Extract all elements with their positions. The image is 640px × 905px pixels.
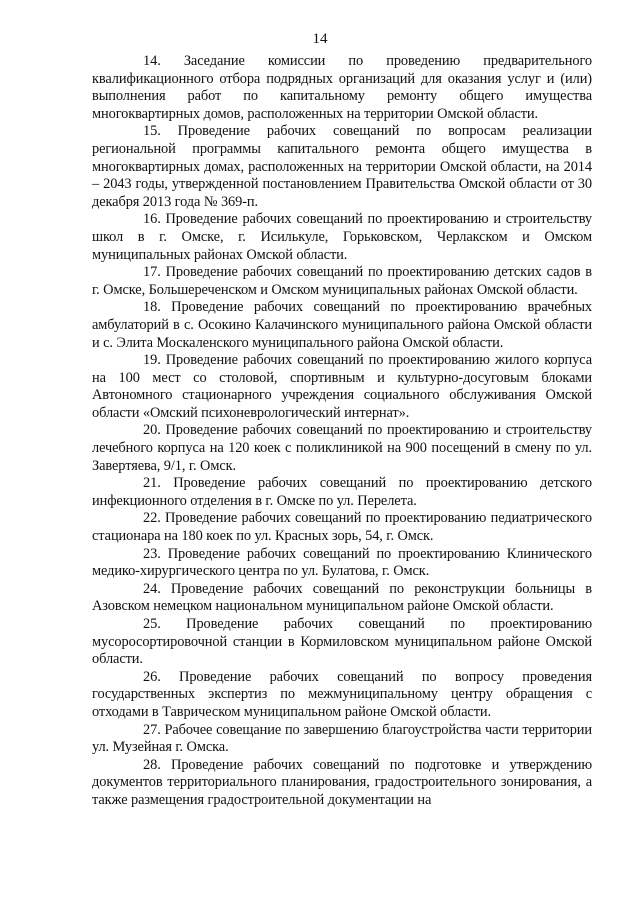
page-number: 14 — [312, 31, 328, 47]
list-item-20: 20. Проведение рабочих совещаний по проектированию и строительству лечебного корпуса на 120 коек с поликлиникой на 900 посещений в смену по ул. Завертяева, 9/1, г. Омск. — [92, 422, 592, 474]
document-body — [92, 53, 592, 810]
list-item-23: 23. Проведение рабочих совещаний по проектированию Клинического медико-хирургического центра по ул. Булатова, г. Омск. — [92, 545, 592, 580]
list-item-22: 22. Проведение рабочих совещаний по проектированию педиатрического стационара на 180 коек по ул. Красных зорь, 54, г. Омск. — [92, 510, 592, 545]
list-item-25: 25. Проведение рабочих совещаний по проектированию мусоросортировочной станции в Кормиловском муниципальном районе Омской области. — [92, 616, 592, 668]
list-item-17: 17. Проведение рабочих совещаний по проектированию детских садов в г. Омске, Большереченском и Омском муниципальных районах Омской области. — [92, 264, 592, 298]
list-item-26: 26. Проведение рабочих совещаний по вопросу проведения государственных экспертиз по межмуниципальному центру обращения с отходами в Таврическом муниципальном районе Омской области. — [92, 668, 592, 720]
list-item-28: 28. Проведение рабочих совещаний по подготовке и утверждению документов территориального планирования, градостроительного зонирования, а также размещения градостроительной документации на — [92, 756, 592, 808]
list-item-16: 16. Проведение рабочих совещаний по проектированию и строительству школ в г. Омске, г. Исилькуле, Горьковском, Черлакском и Омском муниципальных районах Омской области. — [92, 211, 592, 263]
list-item-27: 27. Рабочее совещание по завершению благоустройства части территории ул. Музейная г. Омска. — [92, 721, 592, 756]
list-item-14: 14. Заседание комиссии по проведению предварительного квалификационного отбора подрядных организаций для оказания услуг и (или) выполнения работ по капитальному ремонту общего имущества многоквартирных домов, расположенных на территории Омской области. — [92, 53, 592, 122]
list-item-21: 21. Проведение рабочих совещаний по проектированию детского инфекционного отделения в г. Омске по ул. Перелета. — [92, 475, 592, 509]
list-item-19: 19. Проведение рабочих совещаний по проектированию жилого корпуса на 100 мест со столовой, спортивным и культурно-досуговым блоками Автономного стационарного учреждения социального обслуживания Омской области «Омский психоневрологический интернат». — [92, 352, 592, 421]
list-item-24: 24. Проведение рабочих совещаний по реконструкции больницы в Азовском немецком национальном муниципальном районе Омской области. — [92, 580, 592, 615]
list-item-15: 15. Проведение рабочих совещаний по вопросам реализации региональной программы капитального ремонта общего имущества в многоквартирных домах, расположенных на территории Омской области, на 2014 – 2043 годы, утвержденной постановлением Правительства Омской области от 30 декабря 2013 года № 369-п. — [92, 123, 592, 210]
list-item-18: 18. Проведение рабочих совещаний по проектированию врачебных амбулаторий в с. Осокино Калачинского муниципального района Омской области и с. Элита Москаленского муниципального района Омской области. — [92, 299, 592, 351]
